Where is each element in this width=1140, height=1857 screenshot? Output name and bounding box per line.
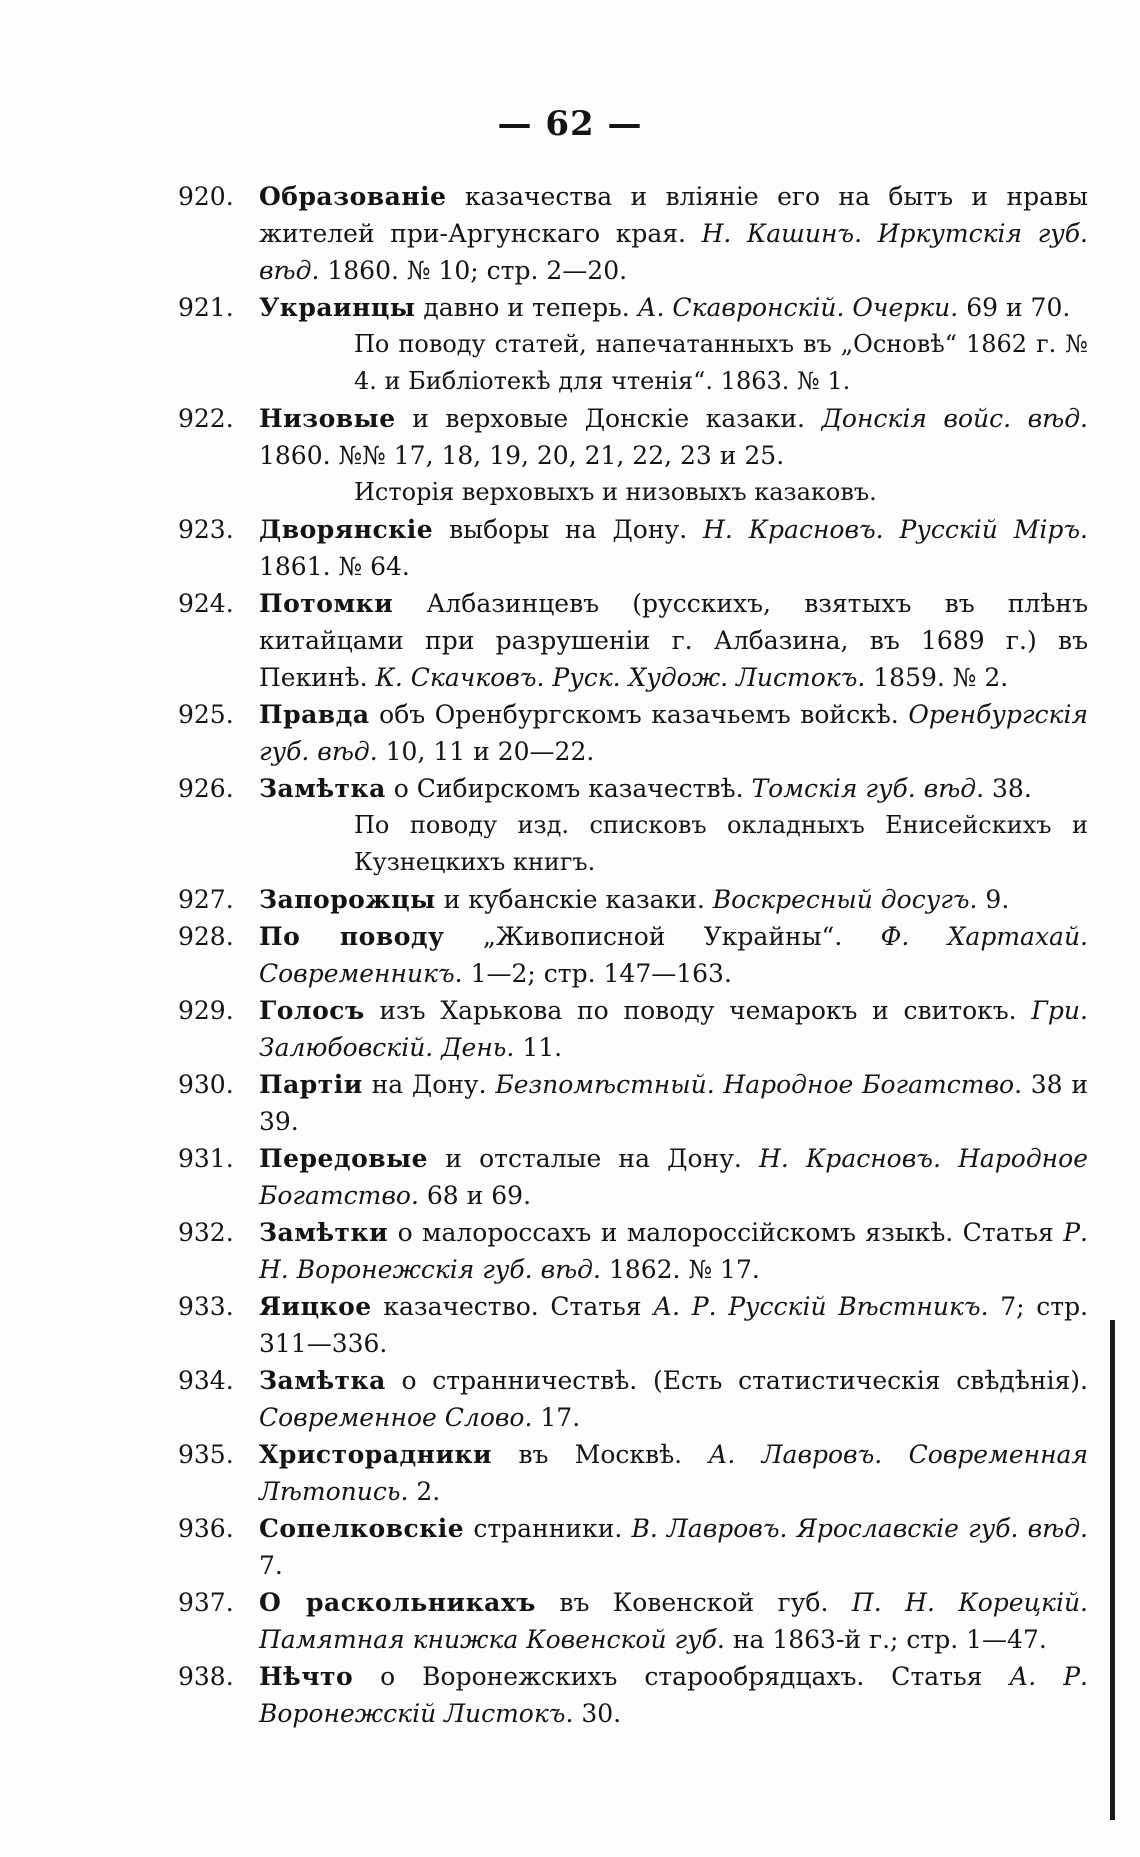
list-item — [178, 1510, 1088, 1584]
entry-details: 38. — [992, 774, 1032, 803]
entry-heading: Сопелковскіе — [259, 1514, 465, 1543]
entry-body — [259, 1362, 1088, 1436]
entry-heading: О раскольникахъ — [259, 1588, 536, 1617]
entry-heading: По поводу — [259, 922, 445, 951]
entry-heading: Образованіе — [259, 182, 447, 211]
entry-source: Памятная книжка Ковенской губ. — [259, 1625, 725, 1654]
list-item — [178, 1288, 1088, 1362]
entry-details: 17. — [540, 1403, 581, 1432]
entry-source: Донскія войс. вѣд. — [821, 404, 1089, 433]
entry-text: казачество. Статья — [383, 1292, 642, 1321]
entry-heading: Партіи — [259, 1070, 363, 1099]
entry-details: 1861. № 64. — [259, 552, 410, 581]
entry-text: въ Москвѣ. — [518, 1440, 683, 1469]
entry-number: 924. — [178, 589, 234, 618]
entry-body — [259, 992, 1088, 1066]
entry-heading: Низовые — [259, 404, 396, 433]
entry-heading: Передовые — [259, 1144, 429, 1173]
entry-source: Ярославскіе губ. вѣд. — [796, 1514, 1088, 1543]
entry-number: 923. — [178, 515, 234, 544]
entry-heading: Голосъ — [259, 996, 365, 1025]
entry-note: Исторія верховыхъ и низовыхъ казаковъ. — [354, 478, 877, 506]
entry-number: 936. — [178, 1514, 234, 1543]
entry-number: 931. — [178, 1144, 234, 1173]
entry-source: Воронежскія губ. вѣд. — [296, 1255, 601, 1284]
entry-author: А. Р. — [653, 1292, 717, 1321]
entry-heading: Украинцы — [259, 293, 416, 322]
entry-body — [259, 770, 1088, 807]
entry-text: Албазинцевъ (русскихъ, взятыхъ въ плѣнъ китайцами при разрушеніи г. Албазина, въ 1689 г.) въ Пекинѣ. — [259, 589, 1088, 692]
entry-body — [259, 918, 1088, 992]
entry-number: 932. — [178, 1218, 234, 1247]
entry-number: 926. — [178, 774, 234, 803]
entry-number: 933. — [178, 1292, 234, 1321]
entry-number: 921. — [178, 293, 234, 322]
entry-body — [259, 1214, 1088, 1288]
entry-details: 7; стр. 311—336. — [259, 1292, 1089, 1358]
bibliography-list — [178, 178, 1088, 1732]
entry-number: 934. — [178, 1366, 234, 1395]
entry-number: 935. — [178, 1440, 234, 1469]
entry-body — [259, 1436, 1088, 1510]
entry-author: Гри. Залюбовскій. — [259, 996, 1088, 1062]
entry-author: Н. Красновъ. — [703, 515, 884, 544]
entry-source: Руск. Худож. Листокъ. — [552, 663, 866, 692]
list-item — [178, 400, 1088, 511]
entry-source: Оренбургскія губ. вѣд. — [259, 700, 1088, 766]
list-item — [178, 1140, 1088, 1214]
entry-details: 1860. № 10; стр. 2—20. — [327, 256, 628, 285]
entry-text: въ Ковенской губ. — [559, 1588, 829, 1617]
entry-number: 929. — [178, 996, 234, 1025]
entry-details: 10, 11 и 20—22. — [385, 737, 595, 766]
entry-number: 928. — [178, 922, 234, 951]
entry-source: Народное Богатство. — [259, 1144, 1088, 1210]
list-item — [178, 881, 1088, 918]
list-item — [178, 1436, 1088, 1510]
entry-text: и верховые Донскіе казаки. — [412, 404, 806, 433]
list-item — [178, 289, 1088, 400]
entry-author: Р. Н. — [259, 1218, 1088, 1284]
entry-note: По поводу изд. списковъ окладныхъ Енисейскихъ и Кузнецкихъ книгъ. — [354, 811, 1088, 876]
entry-body — [259, 1066, 1088, 1140]
entry-source: День. — [441, 1033, 515, 1062]
entry-source: Современное Слово. — [259, 1403, 533, 1432]
entry-source: Воронежскій Листокъ. — [259, 1699, 574, 1728]
entry-heading: Замѣтки — [259, 1218, 389, 1247]
entry-details: 68 и 69. — [426, 1181, 532, 1210]
list-item — [178, 178, 1088, 289]
entry-author: П. Н. Корецкій. — [851, 1588, 1088, 1617]
list-item — [178, 1584, 1088, 1658]
entry-details: 11. — [522, 1033, 563, 1062]
entry-number: 920. — [178, 182, 234, 211]
entry-details: 1862. № 17. — [608, 1255, 760, 1284]
page-edge-shadow — [1110, 1320, 1115, 1820]
entry-details: 38 и 39. — [259, 1070, 1088, 1136]
entry-author: В. Лавровъ. — [631, 1514, 788, 1543]
entry-heading: Запорожцы — [259, 885, 436, 914]
entry-body — [259, 511, 1088, 585]
entry-source: Народное Богатство. — [723, 1070, 1023, 1099]
entry-body — [259, 696, 1088, 770]
entry-text: о странничествѣ. (Есть статистическія свѣдѣнія). — [401, 1366, 1088, 1395]
entry-details: на 1863-й г.; стр. 1—47. — [732, 1625, 1047, 1654]
entry-number: 937. — [178, 1588, 234, 1617]
entry-details: 30. — [581, 1699, 622, 1728]
entry-heading: Замѣтка — [259, 774, 386, 803]
entry-author: Ф. Хартахай. — [880, 922, 1088, 951]
entry-body — [259, 585, 1088, 696]
entry-body — [259, 178, 1088, 289]
entry-author: А. Скавронскій. — [637, 293, 845, 322]
entry-text: на Дону. — [371, 1070, 487, 1099]
entry-body — [259, 1658, 1088, 1732]
entry-details: 2. — [416, 1477, 441, 1506]
entry-number: 927. — [178, 885, 234, 914]
entry-heading: Правда — [259, 700, 370, 729]
entry-author: Н. Кашинъ. — [701, 219, 863, 248]
entry-heading: Потомки — [259, 589, 394, 618]
entry-source: Воскресный досугъ. — [712, 885, 978, 914]
list-item — [178, 1658, 1088, 1732]
entry-text: и отсталые на Дону. — [445, 1144, 742, 1173]
list-item — [178, 696, 1088, 770]
list-item — [178, 1362, 1088, 1436]
entry-number: 922. — [178, 404, 234, 433]
entry-details: 1859. № 2. — [873, 663, 1009, 692]
entry-number: 930. — [178, 1070, 234, 1099]
entry-text: давно и теперь. — [423, 293, 630, 322]
entry-body — [259, 289, 1088, 326]
list-item — [178, 1214, 1088, 1288]
entry-text: казачества и вліяніе его на бытъ и нравы жителей при-Аргунскаго края. — [259, 182, 1089, 248]
entry-text: и кубанскіе казаки. — [443, 885, 705, 914]
entry-source: Иркутскія губ. вѣд. — [259, 219, 1089, 285]
entry-heading: Христорадники — [259, 1440, 493, 1469]
entry-number: 938. — [178, 1662, 234, 1691]
entry-author: А. Лавровъ. — [708, 1440, 883, 1469]
entry-details: 9. — [985, 885, 1010, 914]
entry-body — [259, 1140, 1088, 1214]
entry-text: объ Оренбургскомъ казачьемъ войскѣ. — [379, 700, 899, 729]
entry-heading: Яицкое — [259, 1292, 372, 1321]
entry-body — [259, 1510, 1088, 1584]
list-item — [178, 918, 1088, 992]
entry-details: 1—2; стр. 147—163. — [470, 959, 732, 988]
list-item — [178, 992, 1088, 1066]
entry-source: Очерки. — [852, 293, 959, 322]
entry-source: Современная Лѣтопись. — [259, 1440, 1089, 1506]
entry-body — [259, 1584, 1088, 1658]
entry-body — [259, 400, 1088, 474]
list-item — [178, 585, 1088, 696]
list-item — [178, 511, 1088, 585]
entry-details: 69 и 70. — [966, 293, 1071, 322]
entry-author: А. Р. — [1009, 1662, 1088, 1691]
entry-text: выборы на Дону. — [449, 515, 688, 544]
entry-source: Русскій Вѣстникъ. — [728, 1292, 989, 1321]
entry-text: изъ Харькова по поводу чемарокъ и свитокъ. — [379, 996, 1017, 1025]
entry-details: 1860. №№ 17, 18, 19, 20, 21, 22, 23 и 25. — [259, 441, 785, 470]
entry-text: о малороссахъ и малороссійскомъ языкѣ. Статья — [397, 1218, 1054, 1247]
entry-text: о Воронежскихъ старообрядцахъ. Статья — [380, 1662, 983, 1691]
entry-source: Современникъ. — [259, 959, 463, 988]
entry-text: о Сибирскомъ казачествѣ. — [393, 774, 744, 803]
entry-heading: Замѣтка — [259, 1366, 386, 1395]
entry-body — [259, 1288, 1088, 1362]
list-item — [178, 1066, 1088, 1140]
page-number: — 62 — — [497, 104, 643, 144]
entry-heading: Нѣчто — [259, 1662, 354, 1691]
entry-body — [259, 881, 1088, 918]
entry-heading: Дворянскіе — [259, 515, 434, 544]
entry-source: Русскій Міръ. — [899, 515, 1089, 544]
list-item — [178, 770, 1088, 881]
entry-number: 925. — [178, 700, 234, 729]
entry-note: По поводу статей, напечатанныхъ въ „Основѣ“ 1862 г. № 4. и Библіотекѣ для чтенія“. 1863. № 1. — [354, 330, 1088, 395]
entry-source: Томскія губ. вѣд. — [751, 774, 985, 803]
entry-details: 7. — [259, 1551, 283, 1580]
entry-author: Безпомѣстный. — [495, 1070, 715, 1099]
entry-text: „Живописной Украйны“. — [482, 922, 843, 951]
entry-author: К. Скачковъ. — [375, 663, 545, 692]
entry-author: Н. Красновъ. — [759, 1144, 941, 1173]
entry-text: странники. — [473, 1514, 623, 1543]
